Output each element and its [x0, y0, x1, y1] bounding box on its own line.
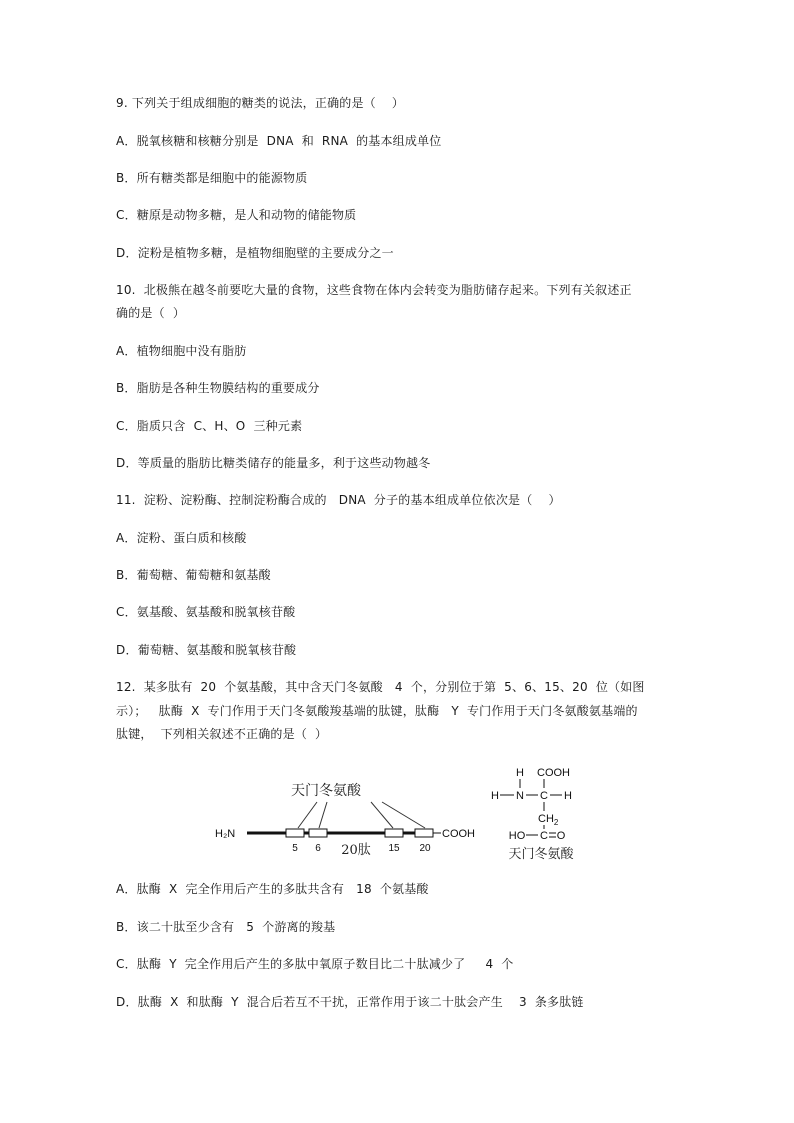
- question-stem: 11. 淀粉、淀粉酶、控制淀粉酶合成的 DNA 分子的基本组成单位依次是（ ）: [116, 493, 561, 507]
- structure-bonds: [500, 779, 562, 837]
- option-c: C．脂质只含 C、H、O 三种元素: [116, 419, 303, 433]
- question-stem: 9. 下列关于组成细胞的糖类的说法，正确的是（ ）: [116, 96, 405, 110]
- residue-box-6: [309, 829, 327, 837]
- option-a: A．脱氧核糖和核糖分别是 DNA 和 RNA 的基本组成单位: [116, 134, 442, 148]
- question-stem-continued: 确的是（ ）: [116, 306, 186, 320]
- atom-cooh-top: COOH: [537, 767, 570, 779]
- atom-ho: HO: [508, 830, 526, 842]
- bracket-label: 天门冬氨酸: [291, 783, 361, 799]
- atom-h-top: H: [516, 767, 524, 779]
- option-d: D．肽酶 X 和肽酶 Y 混合后若互不干扰，正常作用于该二十肽会产生 3 条多肽链: [116, 995, 584, 1009]
- option-b: B．所有糖类都是细胞中的能源物质: [116, 171, 308, 185]
- option-c: C．氨基酸、氨基酸和脱氧核苷酸: [116, 605, 296, 619]
- option-b: B．脂肪是各种生物膜结构的重要成分: [116, 381, 320, 395]
- n-terminus-label: H₂N: [215, 828, 236, 840]
- question-stem-continued: 肽键， 下列相关叙述不正确的是（ ）: [116, 727, 328, 741]
- option-a: A．植物细胞中没有脂肪: [116, 344, 247, 358]
- position-5: 5: [292, 843, 298, 854]
- aspartic-acid-structure: [491, 767, 572, 842]
- residue-box-5: [286, 829, 304, 837]
- structure-caption: 天门冬氨酸: [508, 847, 574, 862]
- option-c: C．糖原是动物多糖，是人和动物的储能物质: [116, 208, 357, 222]
- c-terminus-label: COOH: [442, 828, 475, 840]
- question-stem: 10. 北极熊在越冬前要吃大量的食物，这些食物在体内会转变为脂肪储存起来。下列有关叙述正: [116, 283, 632, 297]
- atom-c-alpha: C: [540, 790, 548, 802]
- position-20: 20: [419, 843, 431, 854]
- residue-box-20: [415, 829, 433, 837]
- atom-h-right: H: [564, 790, 572, 802]
- chain-label: 20肽: [341, 843, 371, 858]
- position-6: 6: [315, 843, 321, 854]
- residue-box-15: [385, 829, 403, 837]
- option-c: C．肽酶 Y 完全作用后产生的多肽中氧原子数目比二十肽减少了 4 个: [116, 957, 514, 971]
- option-d: D．葡萄糖、氨基酸和脱氧核苷酸: [116, 643, 297, 657]
- atom-h-left: H: [491, 790, 499, 802]
- option-d: D．等质量的脂肪比糖类储存的能量多，利于这些动物越冬: [116, 456, 431, 470]
- peptide-figure: [205, 760, 605, 870]
- option-a: A．淀粉、蛋白质和核酸: [116, 531, 247, 545]
- option-b: B．该二十肽至少含有 5 个游离的羧基: [116, 920, 336, 934]
- question-stem-continued: 示）； 肽酶 X 专门作用于天门冬氨酸羧基端的肽键，肽酶 Y 专门作用于天门冬氨酸氨基端的: [116, 704, 638, 718]
- atom-n: N: [516, 790, 524, 802]
- atom-o-side: O: [556, 830, 566, 842]
- question-stem: 12. 某多肽有 20 个氨基酸，其中含天门冬氨酸 4 个，分别位于第 5、6、15、20 位（如图: [116, 680, 645, 694]
- position-15: 15: [388, 843, 400, 854]
- option-b: B．葡萄糖、葡萄糖和氨基酸: [116, 568, 271, 582]
- option-d: D．淀粉是植物多糖，是植物细胞壁的主要成分之一: [116, 246, 394, 260]
- option-a: A．肽酶 X 完全作用后产生的多肽共含有 18 个氨基酸: [116, 882, 429, 896]
- atom-ch2: $CH_2$: [538, 813, 559, 827]
- atom-c-side: C: [540, 830, 548, 842]
- label-pointer-lines: [298, 802, 425, 828]
